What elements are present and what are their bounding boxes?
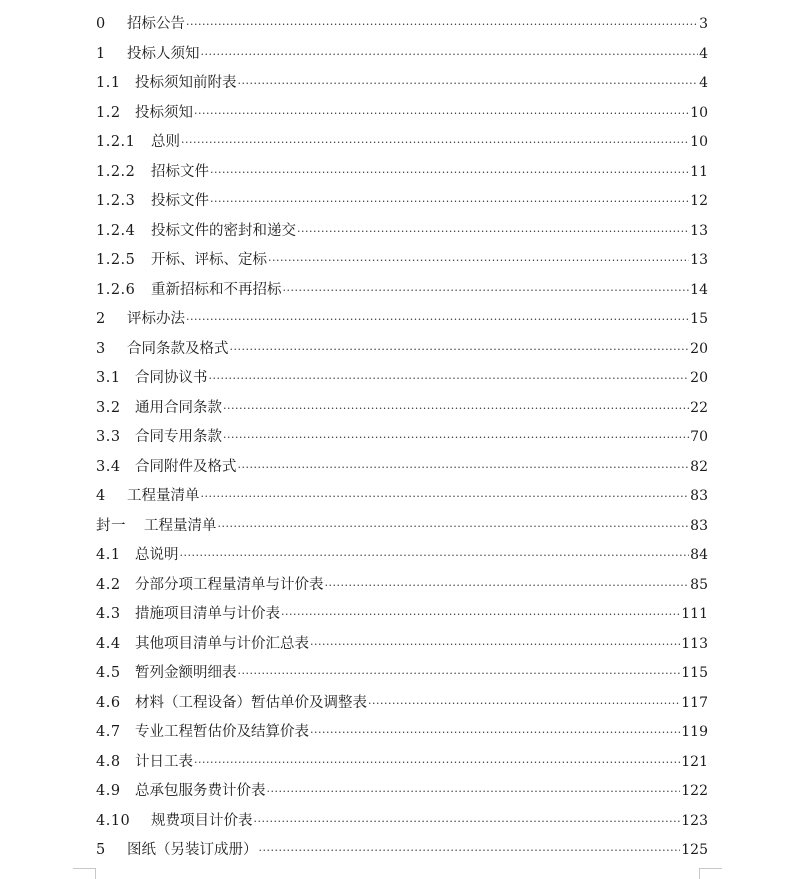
toc-entry-title: 投标须知	[135, 104, 193, 121]
toc-dot-leader	[310, 630, 680, 660]
toc-entry-title: 图纸（另装订成册）	[127, 842, 258, 858]
toc-entry-number: 1.2	[96, 104, 121, 121]
toc-entry-number: 4.3	[96, 606, 121, 622]
toc-entry-title: 措施项目清单与计价表	[135, 606, 280, 622]
toc-entry-page-number: 4	[699, 45, 708, 62]
toc-entry-page-number: 10	[690, 134, 708, 150]
toc-entry-number: 4.2	[96, 576, 121, 593]
toc-entry-page-number: 84	[690, 547, 708, 563]
toc-entry-title: 合同条款及格式	[127, 340, 229, 357]
toc-entry-number: 3.2	[96, 399, 121, 416]
toc-entry-page-number: 13	[690, 222, 708, 239]
toc-entry-title: 投标人须知	[127, 45, 200, 62]
toc-dot-leader	[267, 777, 681, 807]
toc-dot-leader	[209, 364, 690, 394]
toc-entry-number: 4.4	[96, 635, 121, 652]
toc-entry-number: 1.2.6	[96, 281, 136, 298]
toc-dot-leader	[230, 335, 690, 365]
toc-dot-leader	[254, 807, 681, 837]
toc-entry-page-number: 113	[681, 635, 708, 652]
toc-entry[interactable]	[96, 394, 708, 424]
toc-entry[interactable]	[96, 630, 708, 660]
toc-entry-title: 评标办法	[127, 311, 185, 327]
toc-dot-leader	[218, 512, 690, 542]
toc-entry-title: 合同协议书	[135, 370, 208, 386]
toc-entry-number: 1.2.5	[96, 252, 136, 268]
toc-entry-page-number: 115	[681, 665, 708, 681]
toc-entry-title: 暂列金额明细表	[135, 665, 237, 681]
toc-entry-page-number: 122	[681, 783, 708, 799]
toc-entry-title: 专业工程暂估价及结算价表	[135, 724, 309, 740]
toc-entry-title: 总说明	[135, 547, 179, 563]
toc-entry-title: 工程量清单	[144, 517, 217, 534]
toc-entry-title: 投标文件	[151, 193, 209, 209]
toc-dot-leader	[325, 571, 690, 601]
crop-mark-bottom-left	[73, 868, 96, 879]
toc-entry[interactable]	[96, 482, 708, 512]
toc-dot-leader	[268, 246, 689, 276]
toc-entry-title: 招标公告	[127, 16, 185, 32]
toc-dot-leader	[194, 748, 680, 778]
toc-dot-leader	[223, 394, 689, 424]
toc-entry-title: 材料（工程设备）暂估单价及调整表	[135, 694, 367, 711]
toc-entry-title: 计日工表	[135, 753, 193, 770]
toc-entry[interactable]	[96, 600, 708, 630]
toc-entry-number: 4.8	[96, 753, 121, 770]
toc-dot-leader	[259, 836, 681, 866]
toc-entry-number: 4.1	[96, 547, 121, 563]
toc-entry[interactable]	[96, 246, 708, 276]
toc-entry[interactable]	[96, 453, 708, 483]
toc-entry[interactable]	[96, 777, 708, 807]
toc-entry-page-number: 20	[690, 370, 708, 386]
toc-entry-title: 总则	[151, 134, 180, 150]
toc-entry-page-number: 83	[690, 517, 708, 534]
toc-dot-leader	[281, 600, 680, 630]
toc-entry-number: 3.1	[96, 370, 121, 386]
toc-entry-number: 1.1	[96, 75, 121, 91]
toc-dot-leader	[186, 305, 689, 335]
toc-dot-leader	[223, 423, 689, 453]
toc-entry-page-number: 82	[690, 458, 708, 475]
toc-entry-number: 2	[96, 311, 106, 327]
toc-entry-number: 4.10	[96, 812, 131, 829]
toc-entry-page-number: 13	[690, 252, 708, 268]
toc-dot-leader	[310, 718, 680, 748]
toc-entry-number: 1.2.3	[96, 193, 136, 209]
toc-entry[interactable]	[96, 836, 708, 866]
toc-entry-page-number: 125	[681, 842, 708, 858]
toc-entry-page-number: 12	[690, 193, 708, 209]
toc-dot-leader	[238, 453, 690, 483]
toc-entry-number: 4.5	[96, 665, 121, 681]
toc-entry[interactable]	[96, 69, 708, 99]
toc-entry-title: 通用合同条款	[135, 399, 222, 416]
toc-dot-leader	[297, 217, 689, 247]
toc-entry[interactable]	[96, 158, 708, 188]
toc-entry-page-number: 123	[681, 812, 708, 829]
toc-entry[interactable]	[96, 276, 708, 306]
toc-entry[interactable]	[96, 305, 708, 335]
toc-entry-number: 1.2.2	[96, 163, 136, 180]
toc-entry-title: 投标文件的密封和递交	[151, 222, 296, 239]
toc-entry-page-number: 15	[690, 311, 708, 327]
toc-entry-number: 4.6	[96, 694, 121, 711]
toc-entry-page-number: 14	[690, 281, 708, 298]
toc-entry-number: 1.2.4	[96, 222, 136, 239]
toc-dot-leader	[186, 10, 698, 40]
toc-entry[interactable]	[96, 748, 708, 778]
toc-dot-leader	[210, 187, 689, 217]
toc-entry-page-number: 3	[699, 16, 708, 32]
toc-entry-page-number: 70	[690, 429, 708, 445]
toc-entry[interactable]	[96, 364, 708, 394]
toc-entry-page-number: 85	[690, 576, 708, 593]
toc-dot-leader	[368, 689, 680, 719]
toc-entry[interactable]	[96, 689, 708, 719]
toc-entry-page-number: 119	[681, 724, 708, 740]
toc-entry[interactable]	[96, 217, 708, 247]
toc-entry-page-number: 11	[690, 163, 708, 180]
crop-mark-bottom-right	[699, 868, 722, 879]
toc-dot-leader	[210, 158, 689, 188]
toc-entry[interactable]	[96, 335, 708, 365]
toc-dot-leader	[238, 69, 699, 99]
toc-entry-number: 1	[96, 45, 106, 62]
toc-entry-number: 3	[96, 340, 106, 357]
toc-entry[interactable]	[96, 807, 708, 837]
toc-entry-title: 投标须知前附表	[135, 75, 237, 91]
toc-entry-page-number: 111	[681, 606, 708, 622]
toc-entry-number: 3.3	[96, 429, 121, 445]
toc-entry-number: 1.2.1	[96, 134, 136, 150]
toc-dot-leader	[201, 40, 699, 70]
toc-entry[interactable]	[96, 99, 708, 129]
toc-entry[interactable]	[96, 128, 708, 158]
toc-entry-title: 分部分项工程量清单与计价表	[135, 576, 324, 593]
toc-entry-number: 5	[96, 842, 106, 858]
toc-entry-page-number: 121	[681, 753, 708, 770]
toc-dot-leader	[201, 482, 690, 512]
toc-dot-leader	[194, 99, 689, 129]
toc-entry-page-number: 22	[690, 399, 708, 416]
toc-entry-title: 招标文件	[151, 163, 209, 180]
toc-entry[interactable]	[96, 10, 708, 40]
toc-entry-page-number: 117	[681, 694, 708, 711]
toc-dot-leader	[283, 276, 690, 306]
toc-entry-page-number: 4	[699, 75, 708, 91]
toc-entry-number: 4.9	[96, 783, 121, 799]
toc-entry[interactable]	[96, 659, 708, 689]
toc-dot-leader	[180, 541, 690, 571]
toc-entry[interactable]	[96, 40, 708, 70]
toc-entry[interactable]	[96, 718, 708, 748]
toc-entry-number: 3.4	[96, 458, 121, 475]
toc-entry-title: 工程量清单	[127, 488, 200, 504]
toc-entry[interactable]	[96, 571, 708, 601]
toc-entry-title: 重新招标和不再招标	[151, 281, 282, 298]
toc-entry-page-number: 10	[690, 104, 708, 121]
toc-entry-page-number: 83	[690, 488, 708, 504]
toc-entry[interactable]	[96, 512, 708, 542]
toc-entry[interactable]	[96, 187, 708, 217]
table-of-contents	[96, 10, 708, 866]
toc-dot-leader	[238, 659, 681, 689]
toc-entry[interactable]	[96, 423, 708, 453]
toc-entry-title: 规费项目计价表	[151, 812, 253, 829]
toc-entry-title: 合同专用条款	[135, 429, 222, 445]
toc-dot-leader	[181, 128, 689, 158]
toc-entry-page-number: 20	[690, 340, 708, 357]
toc-entry-number: 4	[96, 488, 106, 504]
toc-entry-number: 4.7	[96, 724, 121, 740]
toc-entry-title: 开标、评标、定标	[151, 252, 267, 268]
toc-entry-title: 总承包服务费计价表	[135, 783, 266, 799]
toc-entry-number: 0	[96, 16, 106, 32]
toc-entry-title: 合同附件及格式	[135, 458, 237, 475]
toc-entry[interactable]	[96, 541, 708, 571]
toc-entry-number: 封一	[96, 517, 126, 534]
toc-entry-title: 其他项目清单与计价汇总表	[135, 635, 309, 652]
